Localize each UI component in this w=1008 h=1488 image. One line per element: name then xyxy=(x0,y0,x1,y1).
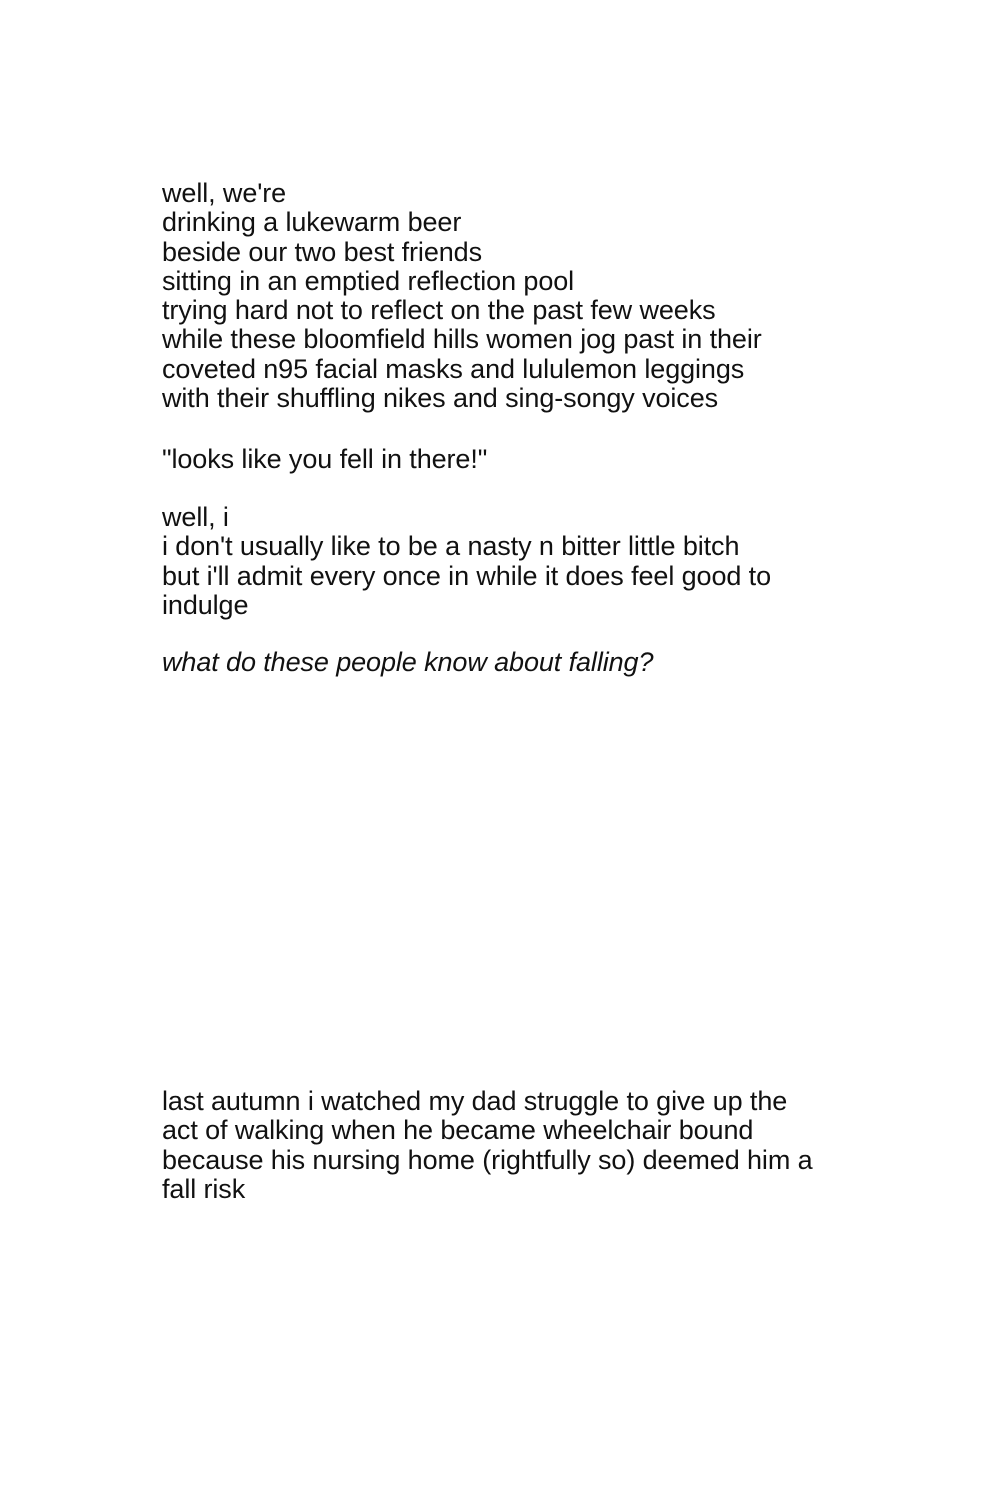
poem-line: indulge xyxy=(162,589,249,620)
poem-line: but i'll admit every once in while it does feel good to xyxy=(162,560,772,591)
stanza-3 xyxy=(162,503,942,620)
poem-line: act of walking when he became wheelchair bound xyxy=(162,1115,754,1146)
poem-line: coveted n95 facial masks and lululemon leggings xyxy=(162,353,745,384)
stanza-2 xyxy=(162,445,942,474)
poem-line: with their shuffling nikes and sing-songy voices xyxy=(162,383,719,414)
poem-line: sitting in an emptied reflection pool xyxy=(162,265,575,296)
stanza-5 xyxy=(162,1087,942,1204)
poem-line: drinking a lukewarm beer xyxy=(162,207,462,238)
italic-question-line: what do these people know about falling? xyxy=(162,647,654,677)
poem-line: beside our two best friends xyxy=(162,236,482,267)
poem-line: trying hard not to reflect on the past few weeks xyxy=(162,295,716,326)
poem-line: last autumn i watched my dad struggle to give up the xyxy=(162,1086,788,1116)
poem-line: while these bloomfield hills women jog past in their xyxy=(162,324,762,355)
poem-line: fall risk xyxy=(162,1173,246,1204)
poem-line: well, we're xyxy=(162,178,287,208)
poem-line: well, i xyxy=(162,502,229,532)
quoted-line: "looks like you fell in there!" xyxy=(162,444,488,474)
poem-line: because his nursing home (rightfully so) deemed him a xyxy=(162,1144,813,1175)
poem-line: i don't usually like to be a nasty n bitter little bitch xyxy=(162,531,740,562)
stanza-1 xyxy=(162,179,942,413)
stanza-4 xyxy=(162,648,942,677)
